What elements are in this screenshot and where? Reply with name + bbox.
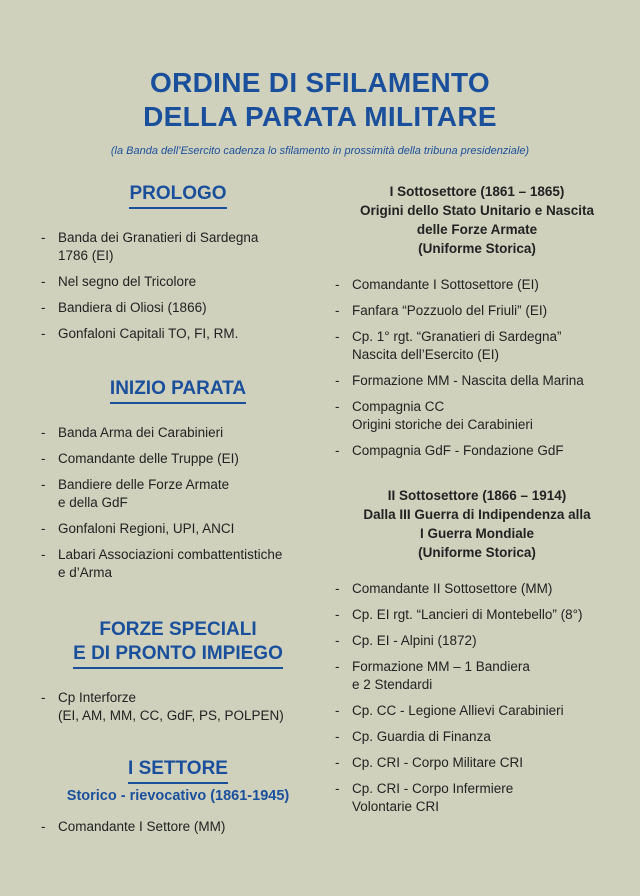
list-item: - Cp. 1° rgt. “Granatieri di Sardegna” Nascita dell’Esercito (EI): [332, 328, 622, 364]
settore1-subheading: Storico - rievocativo (1861-1945): [66, 788, 290, 804]
list-item: - Comandante I Sottosettore (EI): [332, 276, 622, 294]
list-item: - Cp. CRI - Corpo Infermiere Volontarie CRI: [332, 780, 622, 816]
sotto2-heading: II Sottosettore (1866 – 1914) Dalla III Guerra di Indipendenza alla I Guerra Mondiale (Uniforme Storica): [363, 488, 591, 560]
list-item: - Bandiera di Oliosi (1866): [38, 299, 318, 317]
prologo-list: [38, 229, 318, 343]
inizio-list: [38, 424, 318, 582]
list-item: - Cp. EI rgt. “Lancieri di Montebello” (8°): [332, 606, 622, 624]
list-item: - Formazione MM – 1 Bandiera e 2 Stendardi: [332, 658, 622, 694]
list-item: - Banda dei Granatieri di Sardegna 1786 (EI): [38, 229, 318, 265]
left-column: [38, 182, 318, 844]
forze-heading: FORZE SPECIALI E DI PRONTO IMPIEGO: [38, 618, 318, 669]
list-item: - Fanfara “Pozzuolo del Friuli” (EI): [332, 302, 622, 320]
page-title: [0, 66, 640, 134]
forze-list: [38, 689, 318, 725]
list-item: - Compagnia CC Origini storiche dei Carabinieri: [332, 398, 622, 434]
list-item: - Cp. CC - Legione Allievi Carabinieri: [332, 702, 622, 720]
right-column: [332, 182, 622, 824]
list-item: - Comandante I Settore (MM): [38, 818, 318, 836]
list-item: - Gonfaloni Capitali TO, FI, RM.: [38, 325, 318, 343]
settore1-list: [38, 818, 318, 836]
list-item: - Formazione MM - Nascita della Marina: [332, 372, 622, 390]
list-item: - Banda Arma dei Carabinieri: [38, 424, 318, 442]
inizio-heading: INIZIO PARATA: [38, 377, 318, 404]
list-item: - Gonfaloni Regioni, UPI, ANCI: [38, 520, 318, 538]
list-item: - Cp. CRI - Corpo Militare CRI: [332, 754, 622, 772]
list-item: - Bandiere delle Forze Armate e della GdF: [38, 476, 318, 512]
list-item: - Cp Interforze (EI, AM, MM, CC, GdF, PS, POLPEN): [38, 689, 318, 725]
prologo-heading: PROLOGO: [38, 182, 318, 209]
settore1-heading: I SETTORE: [38, 757, 318, 784]
list-item: - Labari Associazioni combattentistiche e d’Arma: [38, 546, 318, 582]
list-item: - Cp. Guardia di Finanza: [332, 728, 622, 746]
page-subtitle: (la Banda dell’Esercito cadenza lo sfilamento in prossimità della tribuna presidenziale): [110, 145, 530, 157]
sotto1-heading: I Sottosettore (1861 – 1865) Origini dello Stato Unitario e Nascita delle Forze Armate (Uniforme Storica): [359, 184, 595, 256]
title-line-1: ORDINE DI SFILAMENTO: [150, 67, 490, 98]
sotto1-list: [332, 276, 622, 460]
list-item: - Cp. EI - Alpini (1872): [332, 632, 622, 650]
sotto2-list: [332, 580, 622, 816]
title-line-2: DELLA PARATA MILITARE: [143, 101, 497, 132]
list-item: - Compagnia GdF - Fondazione GdF: [332, 442, 622, 460]
list-item: - Nel segno del Tricolore: [38, 273, 318, 291]
list-item: - Comandante II Sottosettore (MM): [332, 580, 622, 598]
list-item: - Comandante delle Truppe (EI): [38, 450, 318, 468]
